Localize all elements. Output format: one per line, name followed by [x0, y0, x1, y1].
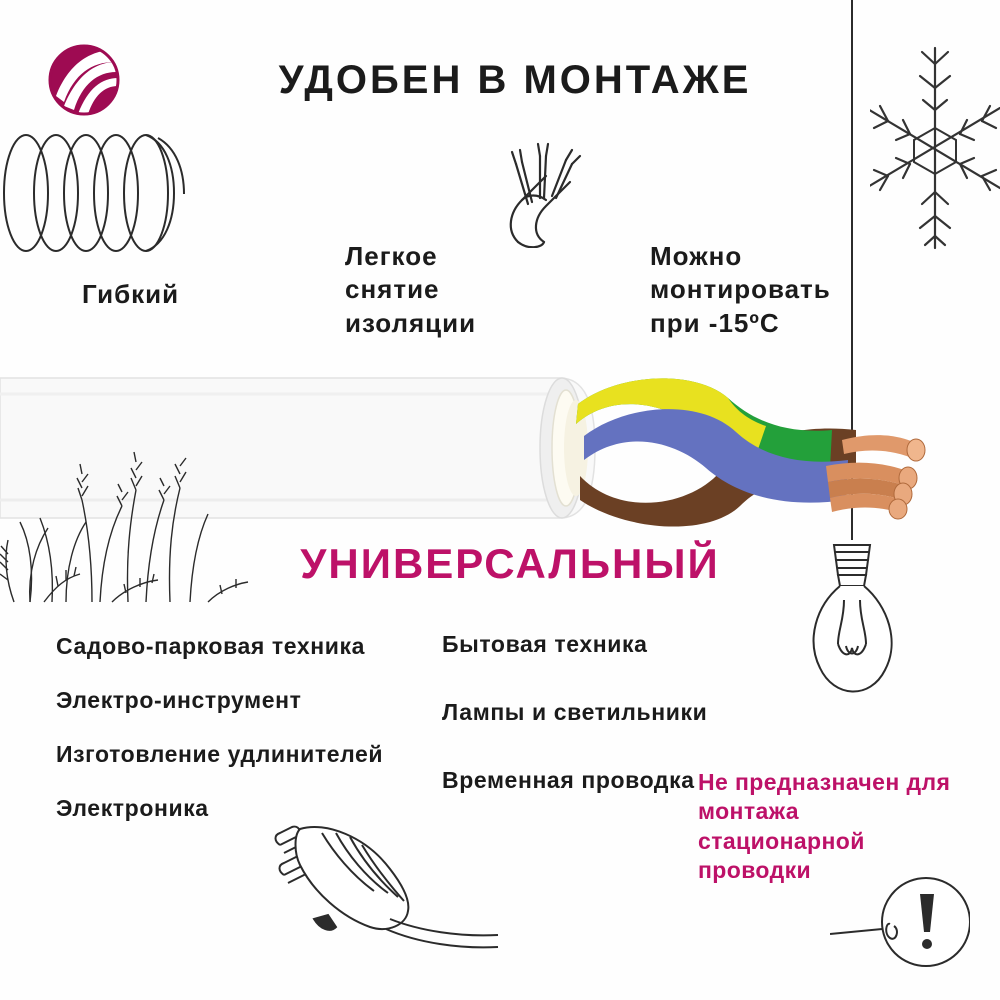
coil-icon: [0, 128, 200, 258]
plug-icon: [270, 815, 500, 960]
section-title-universal: УНИВЕРСАЛЬНЫЙ: [300, 540, 720, 587]
warning-text: Не предназначен для монтажа стационарной проводки: [698, 769, 951, 884]
exclamation-icon: [830, 860, 970, 980]
feature-label-flexible: [82, 278, 179, 311]
brand-logo-icon: [48, 44, 120, 116]
feature-text: Гибкий: [82, 279, 180, 309]
grass-icon: [0, 430, 250, 605]
list-item: Временная проводка: [442, 766, 695, 793]
list-item: Электроника: [56, 794, 209, 821]
stripped-wire-icon: [488, 138, 598, 248]
list-item: Бытовая техника: [442, 631, 648, 657]
uses-list-middle: [442, 630, 742, 834]
list-item: Электро-инструмент: [56, 686, 302, 713]
feature-label-easy-strip: Легкое снятие изоляции: [345, 241, 477, 338]
list-item: Садово-парковая техника: [56, 633, 365, 659]
list-item: Лампы и светильники: [442, 698, 708, 725]
bulb-icon: [790, 0, 920, 720]
page-title: УДОБЕН В МОНТАЖЕ: [278, 58, 752, 102]
feature-label-cold-mount: Можно монтировать при -15ºC: [650, 241, 831, 338]
list-item: Изготовление удлинителей: [56, 740, 384, 767]
